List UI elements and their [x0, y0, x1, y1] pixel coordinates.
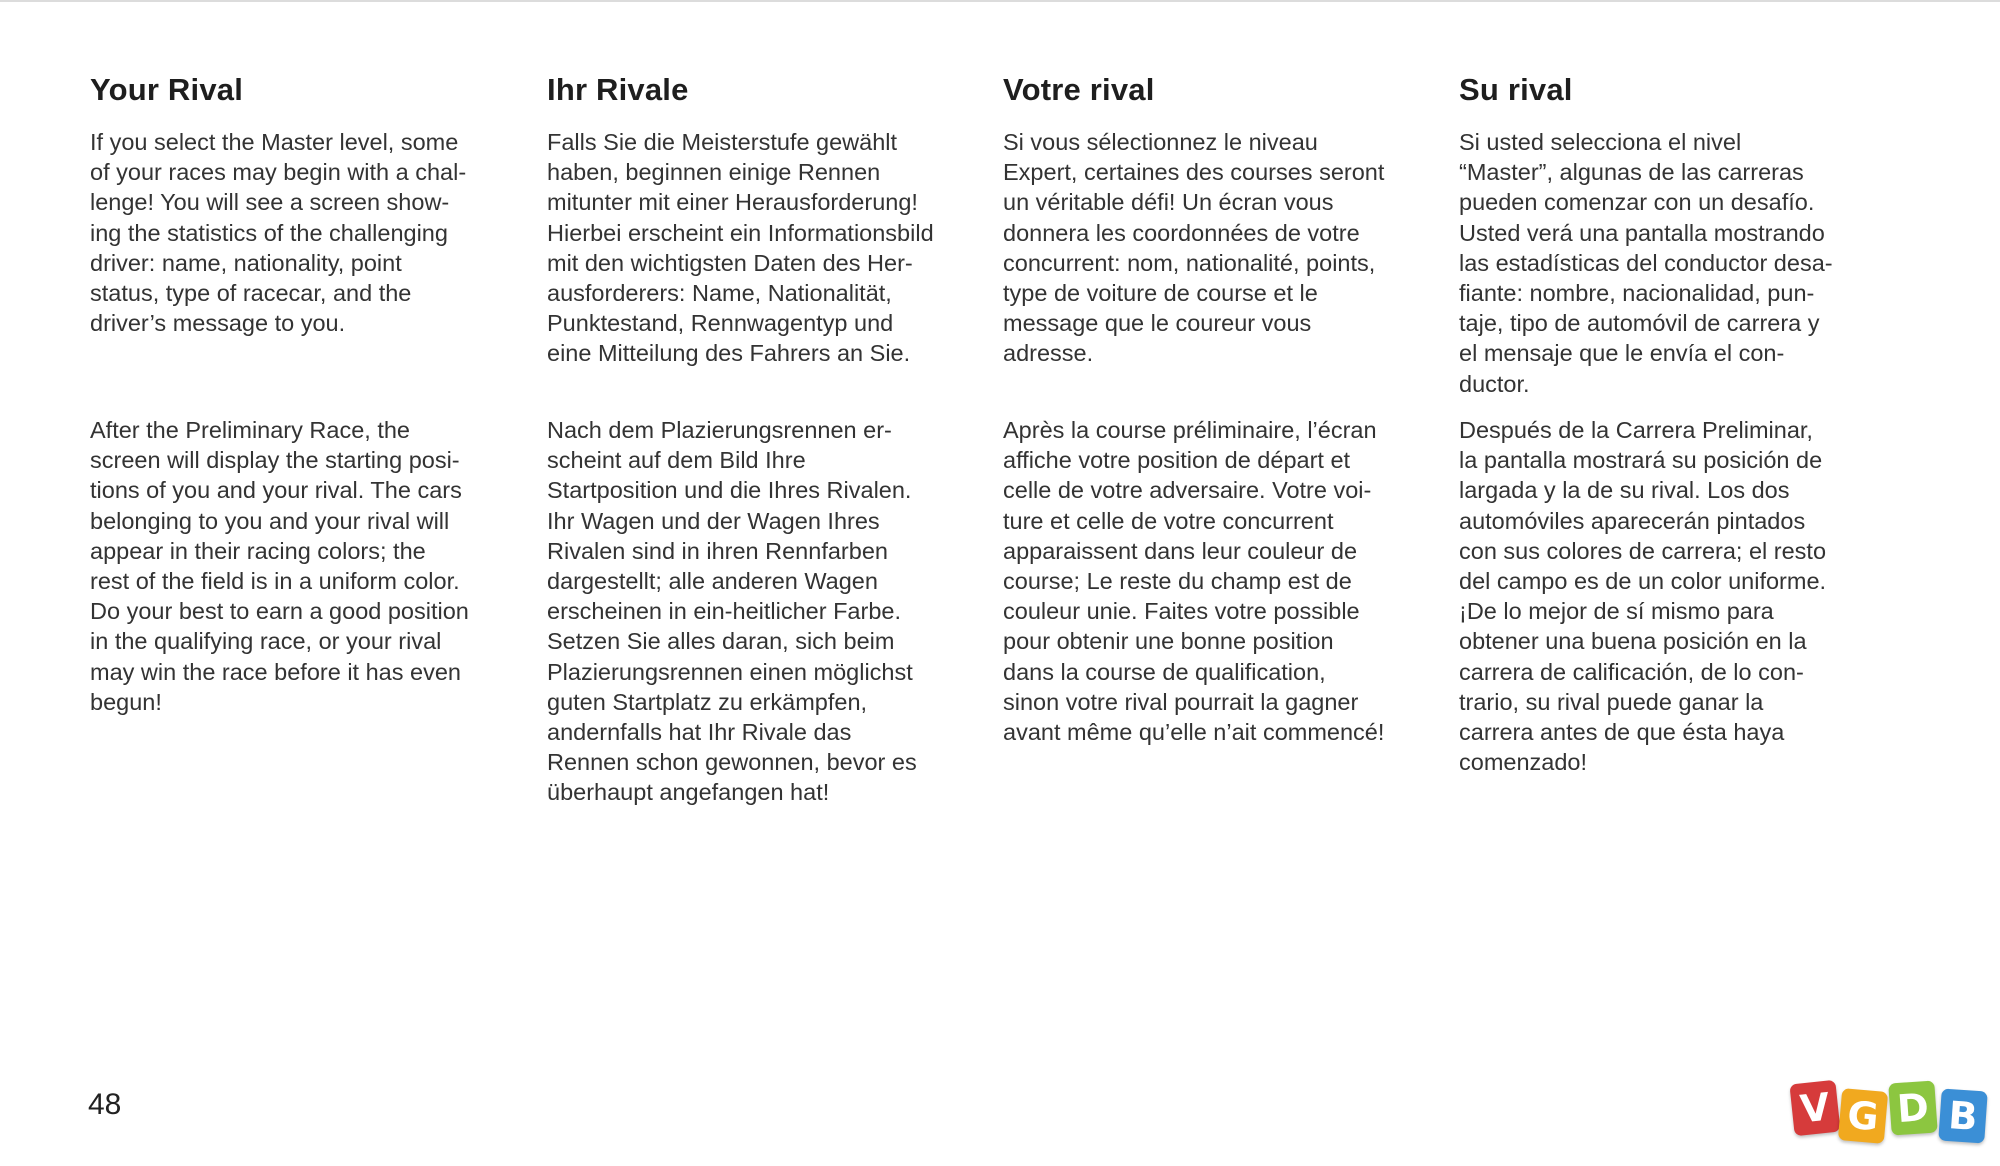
paragraph-challenge: Falls Sie die Meisterstufe gewählt haben, beginnen einige Rennen mitunter mit einer Herausforderung! Hierbei erscheint ein Informationsbild mit den wichtigsten Daten des Her- ausforderers: Name, Nationalität, Punktestand, Rennwagentyp und eine Mitteilung des Fahrers an Sie.	[547, 129, 934, 367]
page-number: 48	[88, 1088, 122, 1121]
logo-letter: G	[1845, 1092, 1881, 1140]
paragraph-starting-position: Après la course préliminaire, l’écran affiche votre position de départ et celle de votre adversaire. Votre voi- ture et celle de votre concurrent apparaissent dans leur couleur de course; Le reste du champ est de couleur unie. Faites votre possible pour obtenir une bonne position dans la course de qualification, sinon votre rival pourrait la gagner avant même qu’elle n’ait commencé!	[1003, 417, 1385, 746]
logo-tile-b	[1938, 1088, 1988, 1143]
paragraph-challenge: Si vous sélectionnez le niveau Expert, certaines des courses seront un véritable défi! Un écran vous donnera les coordonnées de votre concurrent: nom, nationalité, points, type de voiture de course et le message que le coureur vous adresse.	[1003, 129, 1385, 367]
paragraph-starting-position: After the Preliminary Race, the screen will display the starting posi- tions of you and your rival. The cars belonging to you and your rival will appear in their racing colors; the rest of the field is in a uniform color. Do your best to earn a good position in the qualifying race, or your rival may win the race before it has even begun!	[90, 417, 469, 715]
column-title: Votre rival	[1003, 72, 1155, 107]
logo-letter: D	[1895, 1084, 1931, 1132]
paragraph-starting-position: Después de la Carrera Preliminar, la pantalla mostrará su posición de largada y la de su rival. Los dos automóviles aparecerán pintados con sus colores de carrera; el resto del campo es de un color uniforme. ¡De lo mejor de sí mismo para obtener una buena posición en la carrera de calificación, de lo con- trario, su rival puede ganar la carrera antes de que ésta haya comenzado!	[1459, 417, 1827, 776]
vgdb-logo-watermark	[1792, 1082, 1990, 1142]
column-title: Ihr Rivale	[547, 72, 689, 107]
logo-letter: V	[1798, 1084, 1832, 1132]
logo-letter: B	[1947, 1093, 1979, 1139]
logo-tile-g	[1838, 1088, 1888, 1144]
column-english	[90, 68, 530, 715]
paragraph-starting-position: Nach dem Plazierungsrennen er- scheint auf dem Bild Ihre Startposition und die Ihres Rivalen. Ihr Wagen und der Wagen Ihres Rivalen sind in ihren Rennfarben dargestellt; alle anderen Wagen erscheinen in ein-heitlicher Farbe. Setzen Sie alles daran, sich beim Plazierungsrennen einen möglichst guten Startplatz zu erkämpfen, andernfalls hat Ihr Rivale das Rennen schon gewonnen, bevor es überhaupt angefangen hat!	[547, 417, 917, 806]
paragraph-challenge: If you select the Master level, some of your races may begin with a chal- lenge! You will see a screen show- ing the statistics of the challenging driver: name, nationality, point status, type of racecar, and the driver’s message to you.	[90, 129, 467, 337]
column-french	[1003, 68, 1443, 746]
column-spanish	[1459, 68, 1899, 776]
top-rule	[0, 0, 2000, 2]
paragraph-challenge: Si usted selecciona el nivel “Master”, algunas de las carreras pueden comenzar con un desafío. Usted verá una pantalla mostrando las estadísticas del conductor desa- fiante: nombre, nacionalidad, pun- taje, tipo de automóvil de carrera y el mensaje que le envía el con- ductor.	[1459, 129, 1833, 397]
logo-tile-d	[1888, 1080, 1938, 1135]
logo-tile-v	[1789, 1080, 1840, 1137]
column-title: Su rival	[1459, 72, 1573, 107]
column-german	[547, 68, 987, 806]
column-title: Your Rival	[90, 72, 244, 107]
